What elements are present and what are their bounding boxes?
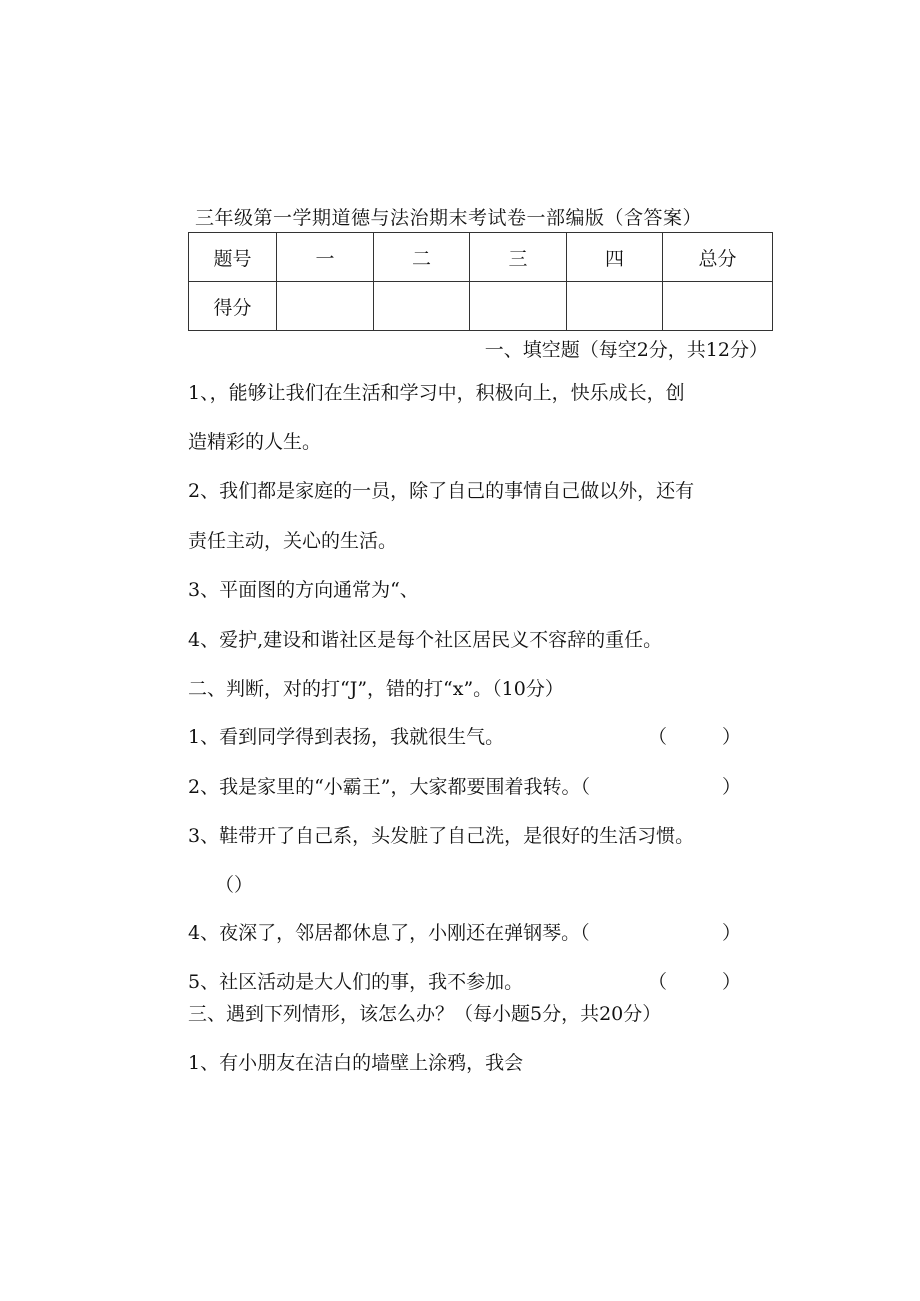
section1-question-2: 2、我们都是家庭的一员，除了自己的事情自己做以外，还有 xyxy=(188,480,695,502)
section3-question-1: 1、有小朋友在洁白的墙壁上涂鸦，我会 xyxy=(188,1052,524,1074)
section2-question-3: 3、鞋带开了自己系，头发脏了自己洗，是很好的生活习惯。 xyxy=(188,825,695,847)
score-header-cell: 四 xyxy=(567,233,663,282)
score-cell xyxy=(374,282,470,331)
answer-paren-open: （ xyxy=(648,971,668,993)
answer-paren-close: ） xyxy=(722,971,742,993)
score-table-header-row xyxy=(189,233,773,282)
score-header-cell: 题号 xyxy=(189,233,277,282)
score-table xyxy=(188,232,773,331)
score-header-cell: 二 xyxy=(374,233,470,282)
section3-heading: 三、遇到下列情形，该怎么办？（每小题5分，共20分） xyxy=(188,1003,662,1025)
score-header-cell: 总分 xyxy=(663,233,773,282)
exam-title: 三年级第一学期道德与法治期末考试卷一部编版（含答案） xyxy=(195,207,703,229)
score-row-label: 得分 xyxy=(189,282,277,331)
answer-paren-close: ） xyxy=(722,922,742,944)
score-cell xyxy=(663,282,773,331)
score-header-cell: 一 xyxy=(277,233,374,282)
section1-question-1: 1、，能够让我们在生活和学习中，积极向上，快乐成长，创 xyxy=(188,382,685,404)
score-cell xyxy=(470,282,567,331)
section2-question-2: 2、我是家里的“小霸王”，大家都要围着我转。（ xyxy=(188,776,591,798)
score-cell xyxy=(567,282,663,331)
section2-question-4: 4、夜深了，邻居都休息了，小刚还在弹钢琴。（ xyxy=(188,922,590,944)
section2-question-3-answer: （） xyxy=(215,874,254,896)
score-cell xyxy=(277,282,374,331)
section1-question-1-cont: 造精彩的人生。 xyxy=(188,431,322,453)
section1-question-4: 4、爱护,建设和谐社区是每个社区居民义不容辞的重任。 xyxy=(188,629,663,651)
score-header-cell: 三 xyxy=(470,233,567,282)
answer-paren-close: ） xyxy=(722,776,742,798)
section1-question-3: 3、平面图的方向通常为“、 xyxy=(188,579,419,601)
score-table-score-row xyxy=(189,282,773,331)
section2-question-1: 1、看到同学得到表扬，我就很生气。 xyxy=(188,726,505,748)
answer-paren-open: （ xyxy=(648,726,668,748)
section1-question-2-cont: 责任主动，关心的生活。 xyxy=(188,530,398,552)
section2-question-5: 5、社区活动是大人们的事，我不参加。 xyxy=(188,971,524,993)
section2-heading: 二、判断，对的打“J”，错的打“x”。（10分） xyxy=(188,678,564,700)
section1-heading: 一、填空题（每空2分，共12分） xyxy=(484,339,768,361)
answer-paren-close: ） xyxy=(722,726,742,748)
